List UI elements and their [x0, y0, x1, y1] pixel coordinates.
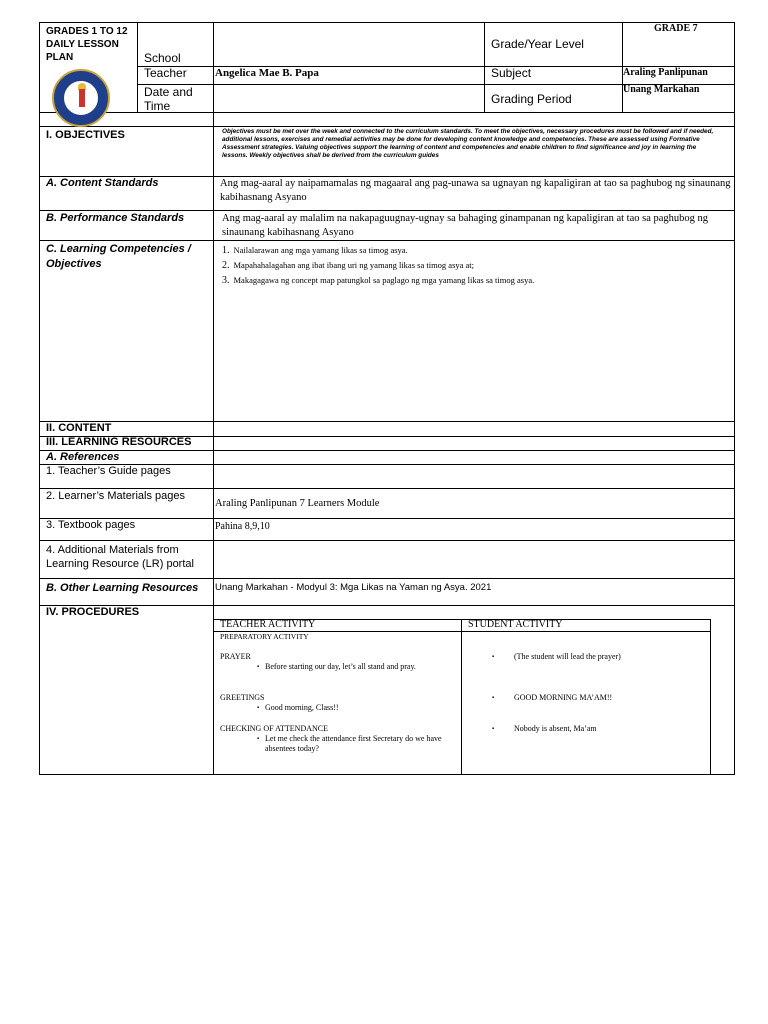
prayer-title: PRAYER	[220, 652, 251, 661]
performance-standards-text: Ang mag-aaral ay malalim na nakapaguugnay-ugnay sa bahaging ginampanan ng kapaligiran at tao sa paghubog ng sinaunang kabihasnang Asyano	[222, 213, 709, 238]
prayer-teacher-text: Before starting our day, let’s all stand and pray.	[265, 662, 416, 671]
other-resources-value: Unang Markahan - Modyul 3: Mga Likas na Yaman ng Asya. 2021	[215, 582, 492, 593]
attendance-student-text: Nobody is absent, Ma’am	[514, 724, 597, 733]
competency-number: 3.	[222, 275, 230, 286]
subject-label: Subject	[491, 66, 532, 80]
attendance-teacher-text: Let me check the attendance first Secretary do we have absentees today?	[265, 734, 442, 753]
bullet-icon: ▪	[492, 695, 495, 701]
bullet-icon: ▪	[492, 654, 495, 660]
date-time-label: Date and Time	[144, 85, 193, 113]
competency-item	[222, 243, 732, 258]
attendance-title: CHECKING OF ATTENDANCE	[220, 724, 328, 733]
content-standards-text: Ang mag-aaral ay naipamamalas ng magaaral ang pag-unawa sa ugnayan ng kapaligiran at tao sa paghubog ng sinaunang kabihasnang Asyano	[220, 178, 731, 203]
grade-level-label: Grade/Year Level	[491, 37, 584, 51]
objectives-heading: I. OBJECTIVES	[46, 129, 125, 141]
competency-item	[222, 273, 732, 288]
student-activity-header: STUDENT ACTIVITY	[468, 619, 563, 630]
references-heading: A. References	[46, 451, 120, 463]
teacher-name: Angelica Mae B. Papa	[215, 67, 319, 79]
greetings-teacher-text: Good morning, Class!!	[265, 703, 339, 712]
greetings-title: GREETINGS	[220, 693, 265, 702]
teacher-activity-header: TEACHER ACTIVITY	[220, 619, 316, 630]
additional-materials-label: 4. Additional Materials from Learning Resource (LR) portal	[46, 544, 194, 570]
competency-item	[222, 258, 732, 273]
textbook-label: 3. Textbook pages	[46, 519, 136, 531]
competency-number: 2.	[222, 260, 230, 271]
greetings-student-text: GOOD MORNING MA’AM!!	[514, 693, 613, 702]
teacher-label: Teacher	[144, 66, 187, 80]
other-resources-label: B. Other Learning Resources	[46, 582, 199, 594]
grading-period-value: Unang Markahan	[623, 84, 700, 95]
grading-period-label: Grading Period	[491, 92, 572, 106]
competency-text: Nailalarawan ang mga yamang likas sa timog asya.	[233, 245, 408, 255]
teachers-guide-label: 1. Teacher’s Guide pages	[46, 465, 171, 477]
performance-standards-label: B. Performance Standards	[46, 212, 185, 224]
school-label: School	[144, 51, 181, 65]
deped-seal	[52, 69, 110, 127]
bullet-icon: ▪	[257, 664, 260, 670]
learners-materials-label: 2. Learner’s Materials pages	[46, 490, 186, 502]
procedures-heading: IV. PROCEDURES	[46, 606, 140, 618]
competency-text: Makagagawa ng concept map patungkol sa paglago ng mga yamang likas sa timog asya.	[233, 275, 535, 285]
bullet-icon: ▪	[492, 726, 495, 732]
learners-materials-value: Araling Panlipunan 7 Learners Module	[215, 498, 380, 509]
preparatory-activity: PREPARATORY ACTIVITY	[220, 632, 309, 641]
learning-resources-heading: III. LEARNING RESOURCES	[46, 436, 192, 448]
competencies-list	[222, 243, 732, 288]
competency-text: Mapahahalagahan ang ibat ibang uri ng yamang likas sa timog asya at;	[233, 260, 475, 270]
grade-value: GRADE 7	[654, 23, 698, 34]
bullet-icon: ▪	[257, 705, 260, 711]
form-title: GRADES 1 TO 12 DAILY LESSON PLAN	[46, 26, 128, 63]
bullet-icon: ▪	[257, 736, 260, 742]
objectives-note: Objectives must be met over the week and connected to the curriculum standards. To meet the objectives, necessary procedures must be followed and if needed, additional lessons, exercises and remedial activities may be done for developing content knowledge and competencies. These are assessed using Formative Assessment strategies. Valuing objectives support the learning of content and competencies and enable children to find significance and joy in learning the lessons. Weekly objectives shall be derived from the curriculum guides	[222, 128, 714, 159]
competency-number: 1.	[222, 245, 230, 256]
subject-value: Araling Panlipunan	[623, 67, 708, 78]
textbook-value: Pahina 8,9,10	[215, 521, 270, 532]
prayer-student-text: (The student will lead the prayer)	[514, 652, 621, 661]
content-standards-label: A. Content Standards	[46, 177, 159, 189]
content-heading: II. CONTENT	[46, 422, 112, 434]
competencies-label: C. Learning Competencies / Objectives	[46, 243, 191, 270]
